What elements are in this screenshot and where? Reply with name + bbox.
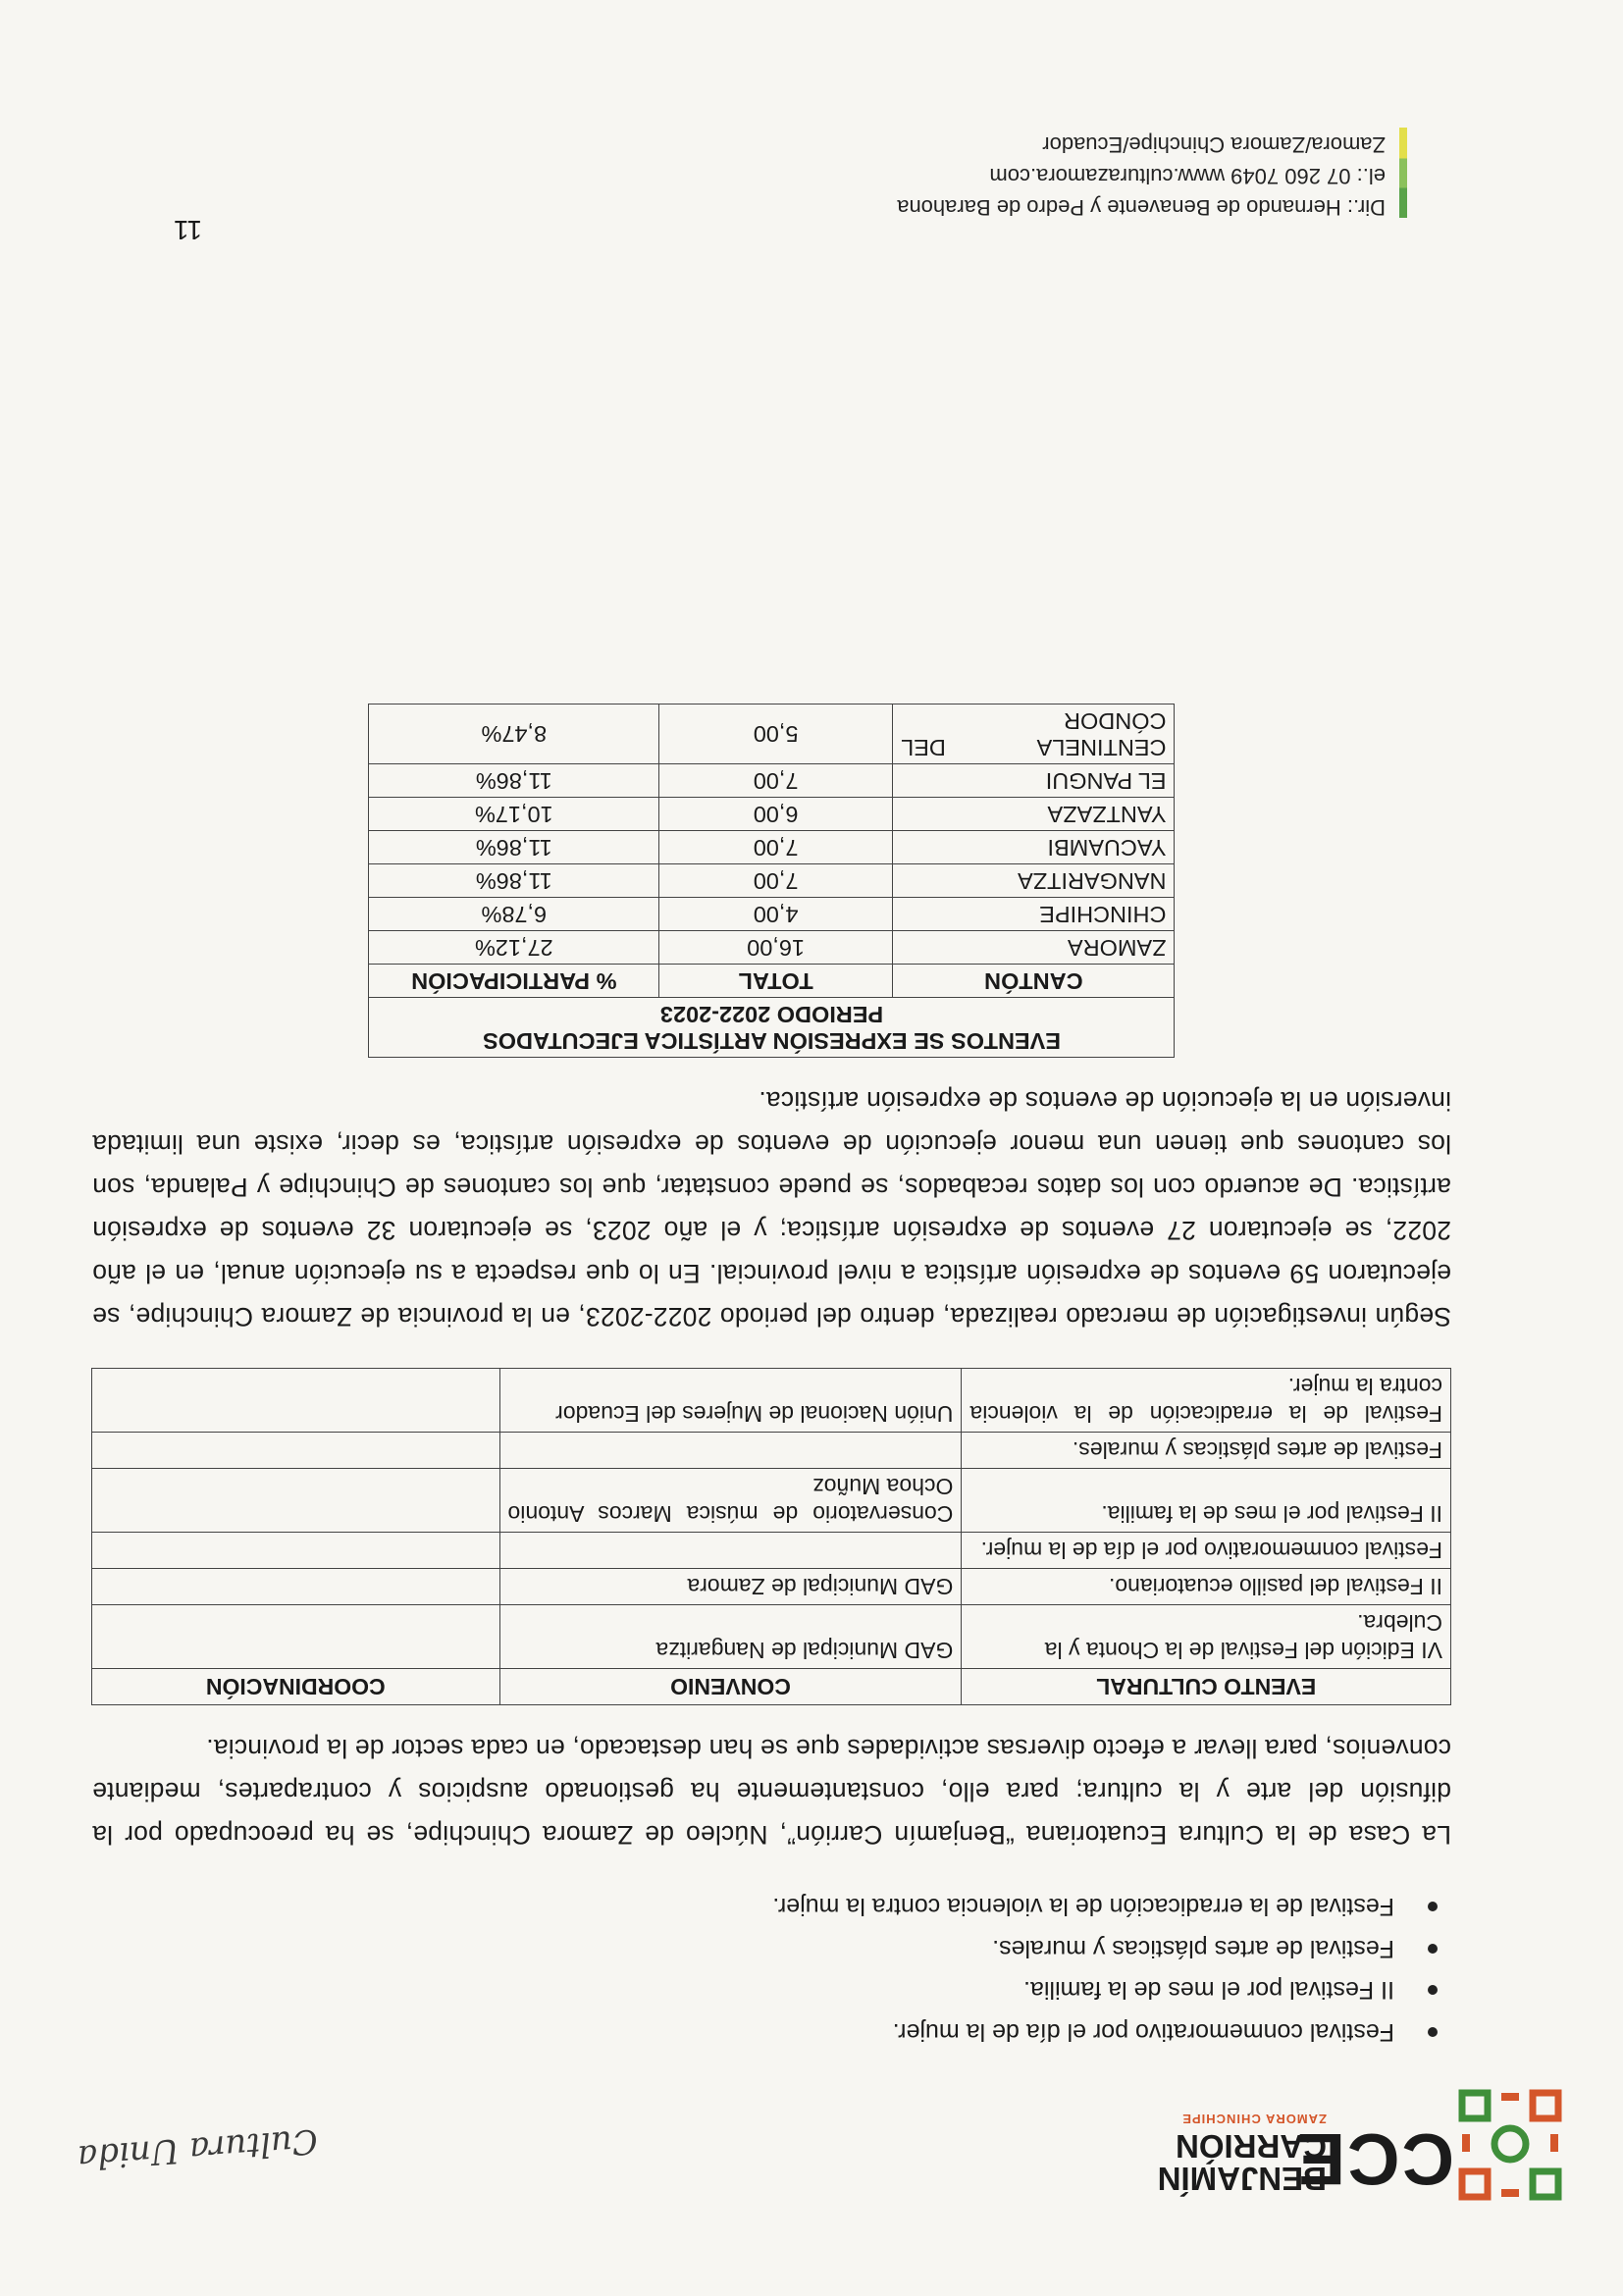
events-table bbox=[91, 1368, 1451, 1705]
list-item: Festival de artes plásticas y murales. bbox=[92, 1928, 1394, 1970]
table-cell: CHINCHIPE bbox=[893, 898, 1175, 931]
table-row bbox=[92, 1605, 1451, 1669]
table-cell bbox=[499, 1533, 962, 1569]
cce-logo bbox=[1152, 2075, 1564, 2203]
table-cell: II Festival por el mes de la familia. bbox=[962, 1469, 1451, 1533]
table-cell: VI Edición del Festival de la Chonta y la Culebra. bbox=[962, 1605, 1451, 1669]
footer-location: Zamora/Zamora Chinchipe/Ecuador bbox=[1042, 132, 1386, 157]
table-cell bbox=[92, 1369, 500, 1433]
table-row bbox=[92, 1433, 1451, 1469]
summary-table bbox=[369, 704, 1176, 1058]
bullet-list bbox=[92, 1886, 1451, 2053]
table-cell: 7,00 bbox=[659, 864, 893, 898]
table-cell: 6,00 bbox=[659, 798, 893, 831]
table-title-row bbox=[369, 998, 1175, 1058]
main-content bbox=[92, 704, 1451, 2053]
logo-name-line-2: CARRIÓN bbox=[1176, 2128, 1327, 2165]
table-row bbox=[92, 1533, 1451, 1569]
table-cell bbox=[92, 1469, 500, 1533]
table-cell: II Festival del pasillo ecuatoriano. bbox=[962, 1569, 1451, 1605]
table-cell: YANTZAZA bbox=[893, 798, 1175, 831]
table-cell: Festival de la erradicación de la violencia contra la mujer. bbox=[962, 1369, 1451, 1433]
table-cell: EL PANGUI bbox=[893, 764, 1175, 798]
paragraph-analysis: Según investigación de mercado realizada, dentro del periodo 2022-2023, en la provincia de Zamora Chinchipe, se ejecutaron 59 eventos de expresión artística a nivel provincial. En lo que respecta a su ejecución anual, en el año 2022, se ejecutaron 27 eventos de expresión artística; y el año 2023, se ejecutaron 32 eventos de expresión artística. De acuerdo con los datos recabados, se puede constatar, que los cantones de Chinchipe y Palanda, son los cantones que tienen una menor ejecución de eventos de expresión artística, es decir, existe una limitada inversión en la ejecución de eventos de expresión artística. bbox=[92, 1086, 1451, 1331]
table-row bbox=[369, 704, 1175, 764]
table-cell bbox=[92, 1569, 500, 1605]
table-cell: 7,00 bbox=[659, 764, 893, 798]
table-cell: 4,00 bbox=[659, 898, 893, 931]
table-row bbox=[369, 764, 1175, 798]
column-header: % PARTICIPACIÓN bbox=[369, 965, 659, 998]
column-header: CANTÓN bbox=[893, 965, 1175, 998]
table-row bbox=[369, 864, 1175, 898]
column-header: COORDINACIÓN bbox=[92, 1669, 500, 1705]
table-cell: 6,78% bbox=[369, 898, 659, 931]
table-cell: 8,47% bbox=[369, 704, 659, 764]
table-cell: 27,12% bbox=[369, 931, 659, 965]
table-row bbox=[369, 898, 1175, 931]
column-header: CONVENIO bbox=[499, 1669, 962, 1705]
table-cell: NANGARITZA bbox=[893, 864, 1175, 898]
table-title bbox=[369, 998, 1175, 1058]
table-row bbox=[369, 798, 1175, 831]
table-cell: 11,86% bbox=[369, 764, 659, 798]
table-cell: Conservatorio de música Marcos Antonio Ochoa Muñoz bbox=[499, 1469, 962, 1533]
logo-name-line-1: BENJAMÍN bbox=[1157, 2161, 1327, 2197]
table-cell: Festival de artes plásticas y murales. bbox=[962, 1433, 1451, 1469]
table-title-line-2: PERIODO 2022-2023 bbox=[659, 1002, 884, 1027]
table-cell: 10,17% bbox=[369, 798, 659, 831]
table-cell bbox=[92, 1433, 500, 1469]
column-header: EVENTO CULTURAL bbox=[962, 1669, 1451, 1705]
table-cell: ZAMORA bbox=[893, 931, 1175, 965]
table-header-row bbox=[92, 1669, 1451, 1705]
table-row bbox=[369, 831, 1175, 864]
logo-pattern-icon bbox=[1456, 2085, 1564, 2203]
handwritten-signature: Cultura Unida bbox=[76, 2120, 320, 2177]
paragraph-intro: La Casa de la Cultura Ecuatoriana “Benjamín Carrión”, Núcleo de Zamora Chinchipe, se ha preocupado por la difusión del arte y la cultura; para ello, constantemente ha gestionado auspicios y contrapartes, mediante convenios, para llevar a efecto diversas actividades que se han destacado, en cada sector de la provincia. bbox=[92, 1734, 1451, 1850]
logo-subtitle: ZAMORA CHINCHIPE bbox=[1181, 2112, 1327, 2126]
page-number: 11 bbox=[173, 215, 202, 245]
table-cell bbox=[92, 1533, 500, 1569]
logo-name bbox=[1158, 2130, 1327, 2195]
table-cell: 16,00 bbox=[659, 931, 893, 965]
list-item: Festival conmemorativo por el día de la mujer. bbox=[92, 2011, 1394, 2054]
table-cell: YACUAMBI bbox=[893, 831, 1175, 864]
table-cell: CENTINELA DEL CÓNDOR bbox=[893, 704, 1175, 764]
table-cell: GAD Municipal de Nangaritza bbox=[499, 1605, 962, 1669]
table-title-line-1: EVENTOS SE EXPRESIÓN ARTÍSTICA EJECUTADOS bbox=[483, 1028, 1061, 1054]
table-cell: 11,86% bbox=[369, 864, 659, 898]
list-item: II Festival por el mes de la familia. bbox=[92, 1969, 1394, 2011]
table-cell: 5,00 bbox=[659, 704, 893, 764]
list-item: Festival de la erradicación de la violencia contra la mujer. bbox=[92, 1886, 1394, 1928]
table-header-row bbox=[369, 965, 1175, 998]
table-cell bbox=[499, 1433, 962, 1469]
table-cell: 7,00 bbox=[659, 831, 893, 864]
table-row bbox=[92, 1469, 1451, 1533]
table-row bbox=[369, 931, 1175, 965]
table-row bbox=[92, 1369, 1451, 1433]
column-header: TOTAL bbox=[659, 965, 893, 998]
footer-color-bar bbox=[1399, 128, 1407, 218]
table-cell: 11,86% bbox=[369, 831, 659, 864]
logo-cce-text: CCE bbox=[1294, 2118, 1454, 2200]
footer bbox=[818, 116, 1407, 224]
footer-address: Dir.: Hernando de Benavente y Pedro de Barahona bbox=[897, 195, 1386, 220]
table-row bbox=[92, 1569, 1451, 1605]
table-cell: Festival conmemorativo por el día de la mujer. bbox=[962, 1533, 1451, 1569]
table-cell bbox=[92, 1605, 500, 1669]
footer-contact: el.: 07 260 7049 www.culturazamora.com bbox=[989, 164, 1386, 188]
table-cell: GAD Municipal de Zamora bbox=[499, 1569, 962, 1605]
table-cell: Unión Nacional de Mujeres del Ecuador bbox=[499, 1369, 962, 1433]
